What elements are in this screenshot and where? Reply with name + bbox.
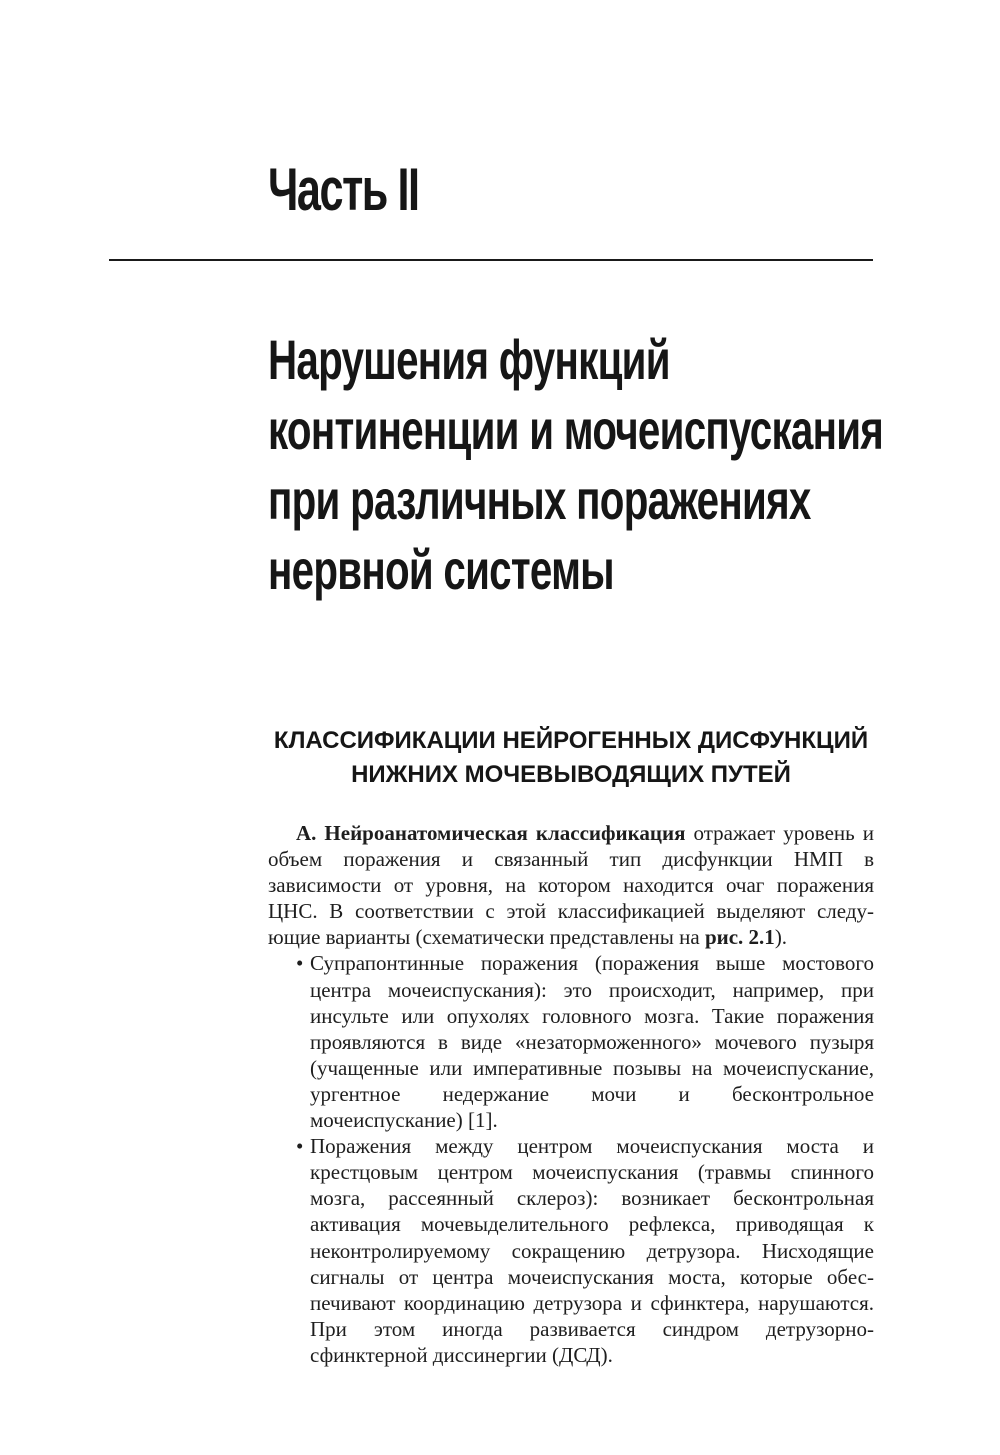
list-item-text: Супрапонтинные поражения (поражения выше мостового центра мочеиспускания): это происходит, например, при инсульте или опухолях головного мозга. Такие поражения проявляются в виде «незаторможенного» мочевого пузыря (учащенные или императивные позывы на мочеиспускание, ургентное недержание мочи и бесконтрольное мочеиспускание) [1]. [310,951,874,1133]
chapter-title-line: нервной системы [268,538,614,601]
section-heading-line: КЛАССИФИКАЦИИ НЕЙРОГЕННЫХ ДИСФУНКЦИЙ [273,727,869,754]
section-heading-line: НИЖНИХ МОЧЕВЫВОДЯЩИХ ПУТЕЙ [351,761,791,788]
body-text [268,820,874,1368]
chapter-title [268,325,883,605]
list-item-text: Поражения между центром мочеиспускания моста и крестцовым центром мочеиспускания (травмы спинного мозга, рассеянный склероз): возникает бесконтрольная активация мочевыделительного рефлекса, приводящая к неконтролируемому сокращению детрузора. Нисходящие сигналы от центра мочеиспускания моста, которые обеспечивают координацию детрузора и сфинктера, нарушаются. При этом иногда развивается синдром детрузорно-сфинктерной диссинергии (ДСД). [310,1134,874,1367]
intro-text-end: ). [774,925,788,950]
section-heading [268,724,874,792]
chapter-title-line: Нарушения функций [268,328,670,391]
part-title: Часть II [268,156,419,223]
figure-reference: рис. 2.1 [704,925,775,950]
list-item [296,1133,874,1368]
bullet-list [268,950,874,1368]
chapter-title-line: континенции и мочеиспускания [268,398,884,461]
list-item [296,950,874,1133]
lead-term: А. Нейроанатомическая классификация [296,821,686,845]
bullet-icon: • [296,951,304,976]
bullet-icon: • [296,1134,304,1159]
chapter-title-line: при различных поражениях [268,468,811,531]
intro-text: отражает уровень и объем поражения и связанный тип дисфункции НМП в зависимости от уровня, на котором находится очаг поражения ЦНС. В соответствии с этой классификацией выделяют следующие варианты (схематически представлены на [268,821,874,950]
horizontal-rule [109,259,873,261]
intro-paragraph [268,820,874,950]
